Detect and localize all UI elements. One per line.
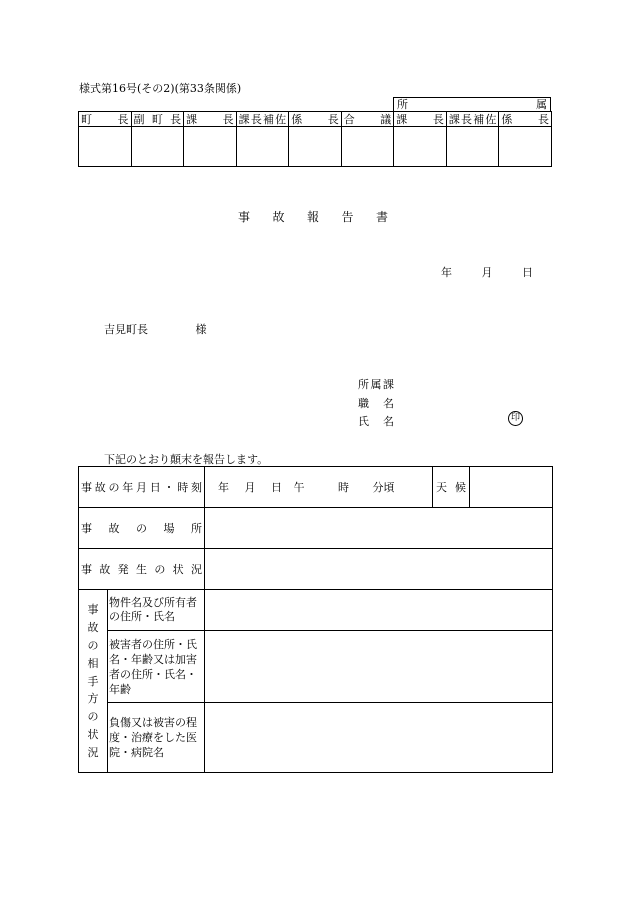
reporter-name-label: 氏名	[358, 415, 394, 428]
party-label-char: 況	[87, 746, 99, 759]
party-row-3-value[interactable]	[205, 703, 553, 773]
party-label-char: 状	[87, 728, 99, 742]
approval-col-header: 副町長	[131, 112, 184, 127]
party-row-1-label: 物件名及び所有者の住所・氏名	[108, 590, 205, 631]
approval-col-header: 合議	[341, 112, 394, 127]
party-row-2-label: 被害者の住所・氏名・年齢又は加害者の住所・氏名・年齢	[108, 631, 205, 703]
party-row-2-value[interactable]	[205, 631, 553, 703]
approval-group-header	[393, 97, 551, 111]
seal-mark: 印	[508, 411, 523, 426]
report-date	[441, 264, 533, 280]
addressee	[104, 321, 207, 337]
party-row-1-value[interactable]	[205, 590, 553, 631]
detail-table	[78, 466, 553, 773]
approval-stamp-cell[interactable]	[341, 127, 394, 167]
reporter-department-label: 所属課	[358, 378, 394, 391]
party-label-char: 方	[87, 692, 99, 706]
approval-col-header: 係長	[289, 112, 342, 127]
date-day: 日	[522, 266, 533, 279]
approval-col-header: 課長補佐	[236, 112, 289, 127]
weather-value-cell[interactable]	[470, 467, 553, 508]
approval-col-header: 町長	[79, 112, 132, 127]
party-label-char: 故	[87, 620, 99, 634]
place-label-cell: 事故の場所	[79, 508, 205, 549]
party-label-char: の	[87, 710, 99, 724]
approval-stamp-cell[interactable]	[131, 127, 184, 167]
approval-col-header: 係長	[499, 112, 552, 127]
weather-label-cell: 天候	[433, 467, 470, 508]
approval-stamp-cell[interactable]	[184, 127, 237, 167]
datetime-value-cell[interactable]: 年 月 日 午 時 分頃	[205, 467, 433, 508]
approval-stamp-cell[interactable]	[289, 127, 342, 167]
party-label-cell	[79, 590, 108, 773]
party-row-2	[79, 631, 553, 703]
party-label-char: 事	[87, 603, 99, 616]
party-row-3-label: 負傷又は被害の程度・治療をした医院・病院名	[108, 703, 205, 773]
approval-col-header: 課長	[184, 112, 237, 127]
situation-value-cell[interactable]	[205, 549, 553, 590]
approval-stamp-cell[interactable]	[236, 127, 289, 167]
approval-grid	[78, 111, 552, 167]
place-value-cell[interactable]	[205, 508, 553, 549]
approval-stamp-cell[interactable]	[499, 127, 552, 167]
party-label-char: 相	[87, 656, 99, 670]
intro-text: 下記のとおり顛末を報告します。	[104, 453, 269, 466]
party-label-char: の	[87, 638, 99, 652]
party-label-char: 手	[87, 674, 99, 688]
approval-stamp-cell[interactable]	[446, 127, 499, 167]
reporter-position-label: 職名	[358, 397, 394, 410]
approval-col-header: 課長	[394, 112, 447, 127]
approval-stamp-cell[interactable]	[394, 127, 447, 167]
party-label	[79, 603, 107, 759]
situation-label-cell: 事故発生の状況	[79, 549, 205, 590]
date-month: 月	[481, 266, 493, 279]
datetime-row	[79, 467, 553, 508]
datetime-label-cell: 事故の年月日・時刻	[79, 467, 205, 508]
document-title: 事故報告書	[238, 210, 388, 224]
addressee-name: 吉見町長	[104, 323, 148, 336]
form-number: 様式第16号(その2)(第33条関係)	[79, 82, 242, 95]
situation-row	[79, 549, 553, 590]
date-year: 年	[441, 266, 452, 279]
approval-stamp-cell[interactable]	[79, 127, 132, 167]
addressee-honorific: 様	[195, 323, 207, 336]
party-row-1	[79, 590, 553, 631]
party-row-3	[79, 703, 553, 773]
place-row	[79, 508, 553, 549]
approval-group-label: 所属	[397, 98, 547, 111]
approval-col-header: 課長補佐	[446, 112, 499, 127]
